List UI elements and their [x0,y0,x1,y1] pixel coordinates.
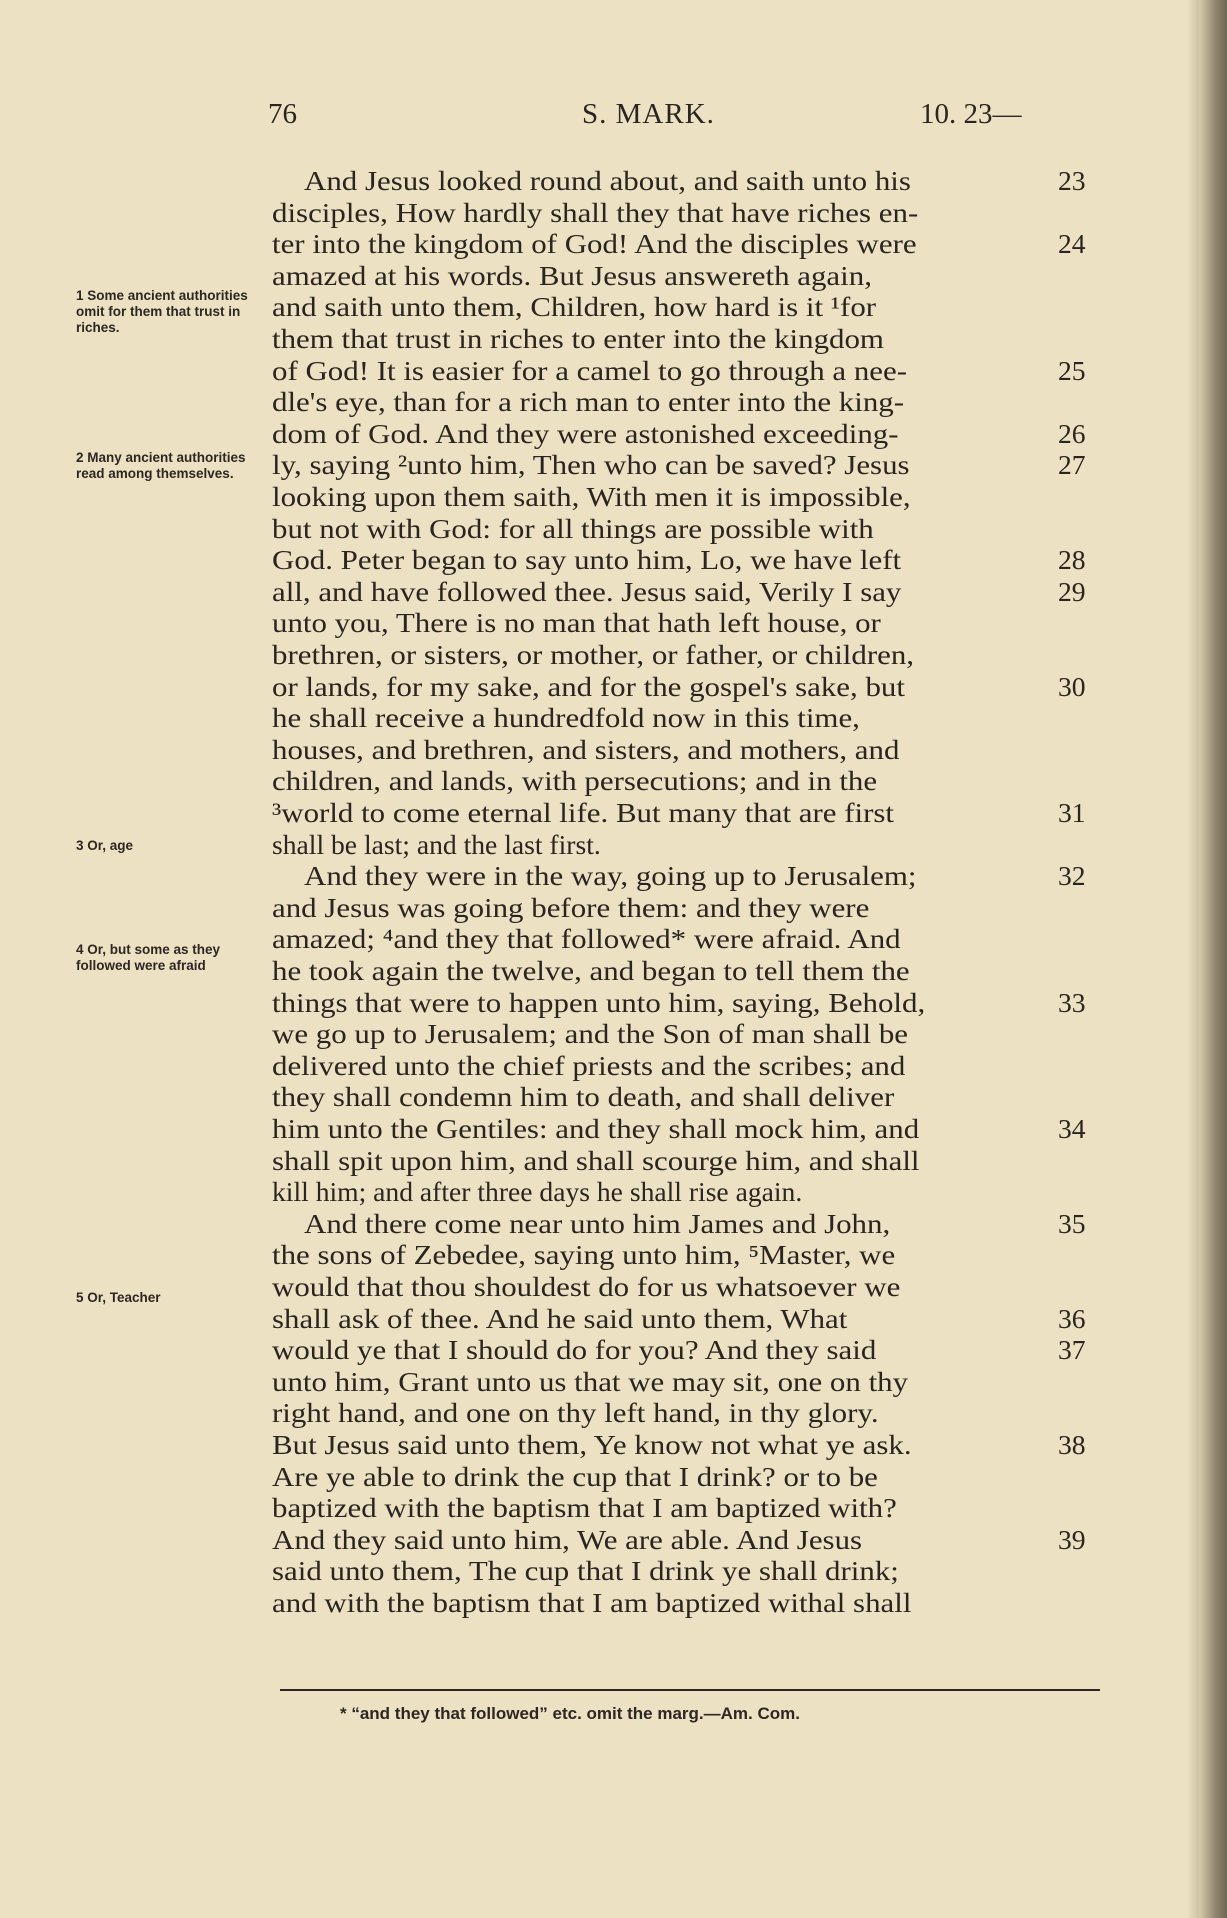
line-text: baptized with the baptism that I am baptized with? [272,1492,897,1523]
margin-note: 4 Or, but some as they followed were afraid [76,942,221,973]
line-text: dle's eye, than for a rich man to enter into the king- [272,386,905,417]
line-text: said unto them, The cup that I drink ye shall drink; [272,1555,899,1586]
text-line [272,1524,1092,1556]
line-text: shall spit upon him, and shall scourge him, and shall [272,1145,920,1176]
text-line [272,987,1092,1019]
text-line [272,291,1092,323]
line-text: And they were in the way, going up to Jerusalem; [304,860,917,891]
line-text: and Jesus was going before them: and they were [272,892,870,923]
line-text: Are ye able to drink the cup that I drink? or to be [272,1461,878,1492]
line-text: ly, saying ²unto him, Then who can be saved? Jesus [272,449,910,480]
line-text: brethren, or sisters, or mother, or father, or children, [272,639,915,670]
text-line [272,228,1092,260]
line-text: we go up to Jerusalem; and the Son of man shall be [272,1018,909,1049]
verse-number: 31 [1058,797,1086,828]
text-line [272,1271,1092,1303]
line-text: unto him, Grant unto us that we may sit, one on thy [272,1366,909,1397]
verse-number: 26 [1058,418,1086,449]
margin-note: 5 Or, Teacher [76,1290,161,1305]
line-text: And Jesus looked round about, and saith unto his [304,165,911,196]
line-text: kill him; and after three days he shall rise again. [272,1176,803,1207]
text-line [272,418,1092,450]
line-text: they shall condemn him to death, and shall deliver [272,1081,895,1112]
text-line [272,1334,1092,1366]
verse-number: 23 [1058,165,1086,196]
text-line [272,544,1092,576]
text-line [272,1145,1092,1177]
text-line [304,860,1124,892]
text-line [272,829,1092,861]
line-text: of God! It is easier for a camel to go through a nee- [272,355,908,386]
book-title: S. MARK. [582,98,715,130]
verse-number: 38 [1058,1429,1086,1460]
text-line [272,1429,1092,1461]
line-text: but not with God: for all things are possible with [272,513,874,544]
text-line [272,639,1092,671]
verse-number: 28 [1058,544,1086,575]
text-line [272,481,1092,513]
text-line [272,797,1092,829]
verse-number: 39 [1058,1524,1086,1555]
line-text: amazed; ⁴and they that followed* were afraid. And [272,923,901,954]
line-text: and saith unto them, Children, how hard is it ¹for [272,291,877,322]
line-text: delivered unto the chief priests and the scribes; and [272,1050,906,1081]
text-line [272,449,1092,481]
line-text: all, and have followed thee. Jesus said, Verily I say [272,576,902,607]
text-line [304,165,1124,197]
verse-number: 34 [1058,1113,1086,1144]
text-line [272,576,1092,608]
line-text: ³world to come eternal life. But many that are first [272,797,895,828]
line-text: and with the baptism that I am baptized withal shall [272,1587,912,1618]
line-text: him unto the Gentiles: and they shall mock him, and [272,1113,920,1144]
line-text: shall ask of thee. And he said unto them, What [272,1303,848,1334]
verse-number: 24 [1058,228,1086,259]
text-line [272,1303,1092,1335]
verse-number: 33 [1058,987,1086,1018]
text-line [272,607,1092,639]
text-line [272,1113,1092,1145]
text-line [272,386,1092,418]
line-text: right hand, and one on thy left hand, in thy glory. [272,1397,879,1428]
text-line [304,1208,1124,1240]
verse-number: 37 [1058,1334,1086,1365]
text-line [272,1461,1092,1493]
running-header [0,98,1227,138]
text-line [272,355,1092,387]
line-text: houses, and brethren, and sisters, and mothers, and [272,734,900,765]
text-line [272,955,1092,987]
verse-number: 30 [1058,671,1086,702]
text-line [272,1018,1092,1050]
line-text: amazed at his words. But Jesus answereth again, [272,260,872,291]
text-line [272,1239,1092,1271]
page-number: 76 [268,98,297,130]
text-line [272,892,1092,924]
text-line [272,1366,1092,1398]
line-text: And they said unto him, We are able. And Jesus [272,1524,863,1555]
line-text: God. Peter began to say unto him, Lo, we have left [272,544,902,575]
line-text: unto you, There is no man that hath left house, or [272,607,881,638]
chapter-reference: 10. 23— [920,98,1022,130]
text-line [272,1397,1092,1429]
line-text: he took again the twelve, and began to tell them the [272,955,910,986]
line-text: he shall receive a hundredfold now in this time, [272,702,860,733]
text-line [272,923,1092,955]
verse-number: 25 [1058,355,1086,386]
line-text: ter into the kingdom of God! And the disciples were [272,228,917,259]
text-line [272,1176,1092,1208]
line-text: dom of God. And they were astonished exceeding- [272,418,899,449]
verse-number: 36 [1058,1303,1086,1334]
line-text: or lands, for my sake, and for the gospel's sake, but [272,671,905,702]
line-text: looking upon them saith, With men it is impossible, [272,481,911,512]
line-text: And there come near unto him James and John, [304,1208,891,1239]
line-text: things that were to happen unto him, saying, Behold, [272,987,926,1018]
text-line [272,1492,1092,1524]
margin-note: 1 Some ancient authorities omit for them that trust in riches. [76,288,248,335]
line-text: would ye that I should do for you? And they said [272,1334,877,1365]
text-line [272,1050,1092,1082]
verse-number: 29 [1058,576,1086,607]
margin-note: 3 Or, age [76,838,134,853]
text-line [272,1081,1092,1113]
text-line [272,734,1092,766]
line-text: them that trust in riches to enter into the kingdom [272,323,884,354]
line-text: shall be last; and the last first. [272,829,601,860]
line-text: the sons of Zebedee, saying unto him, ⁵Master, we [272,1239,896,1270]
line-text: disciples, How hardly shall they that have riches en- [272,197,919,228]
page-edge [1199,0,1227,1918]
text-line [272,1587,1092,1619]
text-line [272,323,1092,355]
text-line [272,702,1092,734]
text-line [272,260,1092,292]
verse-number: 35 [1058,1208,1086,1239]
line-text: But Jesus said unto them, Ye know not what ye ask. [272,1429,912,1460]
verse-number: 32 [1058,860,1086,891]
text-line [272,765,1092,797]
footnote-rule [280,1689,1100,1691]
text-line [272,671,1092,703]
text-line [272,513,1092,545]
footnote: * “and they that followed” etc. omit the marg.—Am. Com. [340,1704,800,1723]
margin-note: 2 Many ancient authorities read among themselves. [76,450,246,481]
line-text: would that thou shouldest do for us whatsoever we [272,1271,901,1302]
text-line [272,197,1092,229]
verse-number: 27 [1058,449,1086,480]
line-text: children, and lands, with persecutions; and in the [272,765,878,796]
page-shadow [1187,0,1199,1918]
text-line [272,1555,1092,1587]
